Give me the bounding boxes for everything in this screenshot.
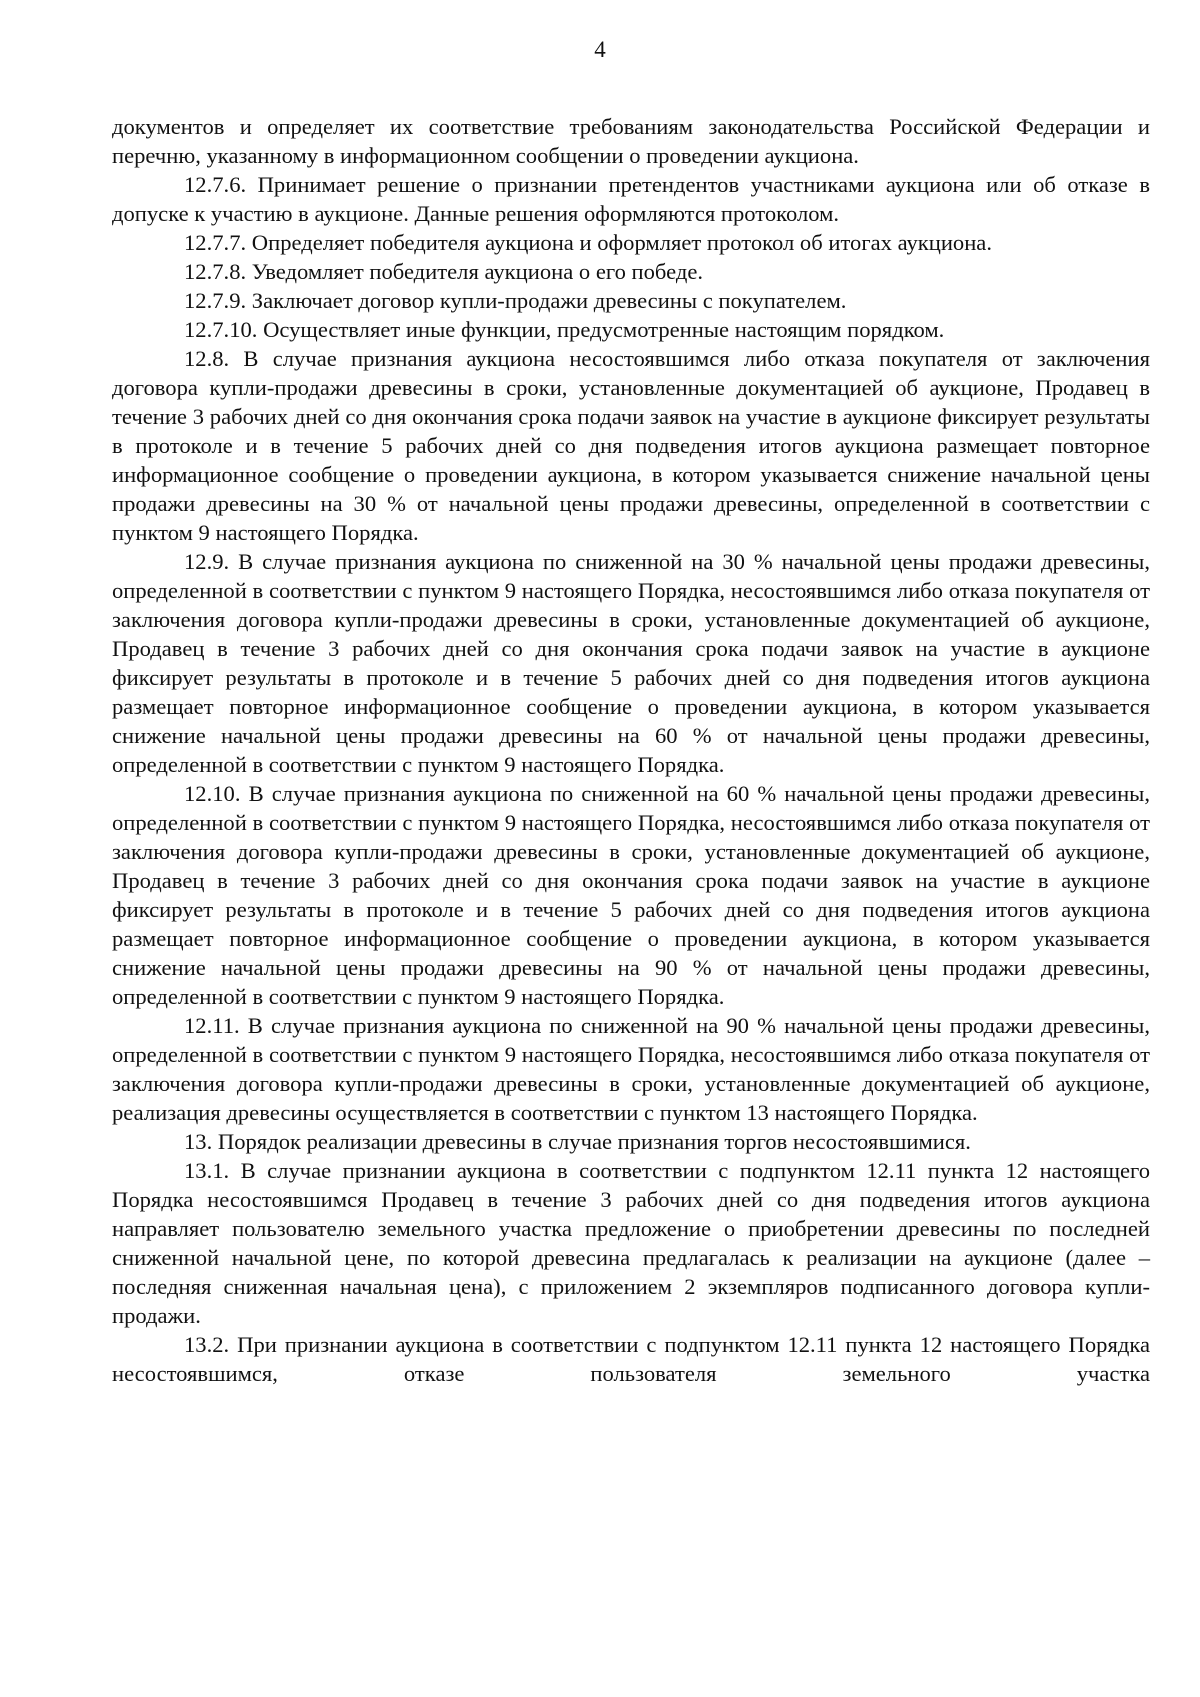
paragraph: 13.1. В случае признании аукциона в соответствии с подпунктом 12.11 пункта 12 настоящего Порядка несостоявшимся Продавец в течение 3 рабочих дней со дня подведения итогов аукциона направляет пользователю земельного участка предложение о приобретении древесины по последней сниженной начальной цене, по которой древесина предлагалась к реализации на аукционе (далее – последняя сниженная начальная цена), с приложением 2 экземпляров подписанного договора купли-продажи.	[112, 1158, 1150, 1328]
paragraph: 12.9. В случае признания аукциона по сниженной на 30 % начальной цены продажи древесины, определенной в соответствии с пунктом 9 настоящего Порядка, несостоявшимся либо отказа покупателя от заключения договора купли-продажи древесины в сроки, установленные документацией об аукционе, Продавец в течение 3 рабочих дней со дня окончания срока подачи заявок на участие в аукционе фиксирует результаты в протоколе и в течение 5 рабочих дней со дня подведения итогов аукциона размещает повторное информационное сообщение о проведении аукциона, в котором указывается снижение начальной цены продажи древесины на 60 % от начальной цены продажи древесины, определенной в соответствии с пунктом 9 настоящего Порядка.	[112, 549, 1150, 777]
paragraph: 13. Порядок реализации древесины в случае признания торгов несостоявшимися.	[184, 1129, 971, 1154]
paragraph: документов и определяет их соответствие требованиям законодательства Российской Федерации и перечню, указанному в информационном сообщении о проведении аукциона.	[112, 114, 1150, 168]
paragraph: 12.7.7. Определяет победителя аукциона и оформляет протокол об итогах аукциона.	[184, 230, 992, 255]
paragraph: 12.7.10. Осуществляет иные функции, предусмотренные настоящим порядком.	[184, 317, 945, 342]
paragraph: 12.7.9. Заключает договор купли-продажи древесины с покупателем.	[184, 288, 847, 313]
document-body	[112, 112, 1150, 1388]
paragraph: 12.10. В случае признания аукциона по сниженной на 60 % начальной цены продажи древесины, определенной в соответствии с пунктом 9 настоящего Порядка, несостоявшимся либо отказа покупателя от заключения договора купли-продажи древесины в сроки, установленные документацией об аукционе, Продавец в течение 3 рабочих дней со дня окончания срока подачи заявок на участие в аукционе фиксирует результаты в протоколе и в течение 5 рабочих дней со дня подведения итогов аукциона размещает повторное информационное сообщение о проведении аукциона, в котором указывается снижение начальной цены продажи древесины на 90 % от начальной цены продажи древесины, определенной в соответствии с пунктом 9 настоящего Порядка.	[112, 781, 1150, 1009]
paragraph: 13.2. При признании аукциона в соответствии с подпунктом 12.11 пункта 12 настоящего Порядка несостоявшимся, отказе пользователя земельного участка	[112, 1332, 1150, 1386]
paragraph: 12.8. В случае признания аукциона несостоявшимся либо отказа покупателя от заключения договора купли-продажи древесины в сроки, установленные документацией об аукционе, Продавец в течение 3 рабочих дней со дня окончания срока подачи заявок на участие в аукционе фиксирует результаты в протоколе и в течение 5 рабочих дней со дня подведения итогов аукциона размещает повторное информационное сообщение о проведении аукциона, в котором указывается снижение начальной цены продажи древесины на 30 % от начальной цены продажи древесины, определенной в соответствии с пунктом 9 настоящего Порядка.	[112, 346, 1150, 545]
paragraph: 12.11. В случае признания аукциона по сниженной на 90 % начальной цены продажи древесины, определенной в соответствии с пунктом 9 настоящего Порядка, несостоявшимся либо отказа покупателя от заключения договора купли-продажи древесины в сроки, установленные документацией об аукционе, реализация древесины осуществляется в соответствии с пунктом 13 настоящего Порядка.	[112, 1013, 1150, 1125]
paragraph: 12.7.6. Принимает решение о признании претендентов участниками аукциона или об отказе в допуске к участию в аукционе. Данные решения оформляются протоколом.	[112, 172, 1150, 226]
paragraph: 12.7.8. Уведомляет победителя аукциона о его победе.	[184, 259, 704, 284]
page-number: 4	[594, 37, 606, 62]
